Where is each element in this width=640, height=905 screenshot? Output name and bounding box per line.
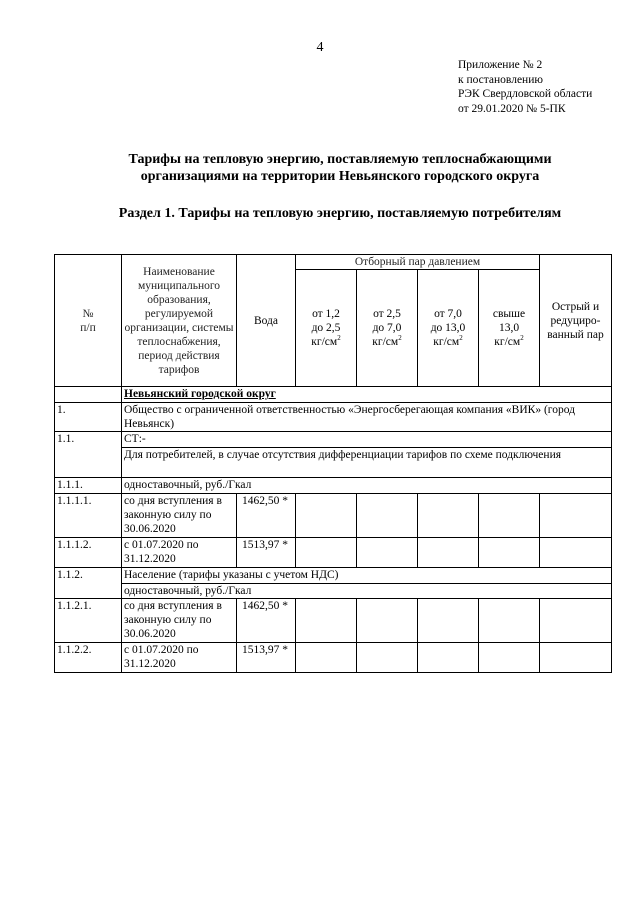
header-name: Наименование муниципального образования, регулируемой организации, системы теплоснабжения, период действия тарифов <box>122 255 237 387</box>
document-title <box>60 151 620 185</box>
period: со дня вступления в законную силу по 30.06.2020 <box>122 494 237 538</box>
table-row <box>55 584 612 599</box>
water-tariff: 1462,50 * <box>237 494 296 538</box>
appendix-line: от 29.01.2020 № 5-ПК <box>458 102 566 115</box>
district-name: Невьянский городской округ <box>124 388 276 400</box>
section-title: Раздел 1. Тарифы на тепловую энергию, поставляемую потребителям <box>118 206 562 221</box>
appendix-line: к постановлению <box>458 73 543 86</box>
header-pressure-2: от 2,5 до 7,0 $кг/см^2$ <box>357 270 418 387</box>
period: со дня вступления в законную силу по 30.06.2020 <box>122 599 237 643</box>
population-group: Население (тарифы указаны с учетом НДС) <box>122 568 612 584</box>
title-line: организациями на территории Невьянского городского округа <box>140 169 540 184</box>
tariff-table <box>54 254 612 673</box>
header-pressure-4: свыше 13,0 $кг/см^2$ <box>479 270 540 387</box>
row-number: 1.1.1.2. <box>55 538 122 568</box>
organization-name: Общество с ограниченной ответственностью «Энергосберегающая компания «ВИК» (город Невьянск) <box>122 403 612 432</box>
water-tariff: 1462,50 * <box>237 599 296 643</box>
header-pressure-1: от 1,2 до 2,5 $кг/см^2$ <box>296 270 357 387</box>
appendix-block <box>458 58 592 116</box>
row-number: 1.1.1. <box>55 478 122 494</box>
page-number: 4 <box>316 40 324 55</box>
header-steam-group: Отборный пар давлением <box>296 255 540 270</box>
appendix-line: Приложение № 2 <box>458 59 543 71</box>
row-number: 1.1.2.1. <box>55 599 122 643</box>
table-row <box>55 432 612 448</box>
table-row <box>55 448 612 478</box>
table-row <box>55 478 612 494</box>
table-row <box>55 387 612 403</box>
title-line: Тарифы на тепловую энергию, поставляемую теплоснабжающими <box>128 152 552 167</box>
header-pressure-3: от 7,0 до 13,0 $кг/см^2$ <box>418 270 479 387</box>
heat-system: СТ:- <box>122 432 612 448</box>
header-water: Вода <box>237 255 296 387</box>
row-number: 1. <box>55 403 122 432</box>
period: с 01.07.2020 по 31.12.2020 <box>122 643 237 673</box>
table-row <box>55 599 612 643</box>
header-number: № п/п <box>55 255 122 387</box>
table-row <box>55 568 612 584</box>
header-sharp-steam: Острый и редуциро-ванный пар <box>540 255 612 387</box>
table-row <box>55 403 612 432</box>
tariff-type: одноставочный, руб./Гкал <box>122 584 612 599</box>
water-tariff: 1513,97 * <box>237 643 296 673</box>
table-row <box>55 643 612 673</box>
tariff-type: одноставочный, руб./Гкал <box>122 478 612 494</box>
appendix-line: РЭК Свердловской области <box>458 88 593 100</box>
consumers-note: Для потребителей, в случае отсутствия дифференциации тарифов по схеме подключения <box>122 448 612 478</box>
table-row <box>55 494 612 538</box>
row-number: 1.1.1.1. <box>55 494 122 538</box>
row-number: 1.1. <box>55 432 122 478</box>
period: с 01.07.2020 по 31.12.2020 <box>122 538 237 568</box>
table-row <box>55 538 612 568</box>
water-tariff: 1513,97 * <box>237 538 296 568</box>
row-number: 1.1.2.2. <box>55 643 122 673</box>
row-number: 1.1.2. <box>55 568 122 599</box>
